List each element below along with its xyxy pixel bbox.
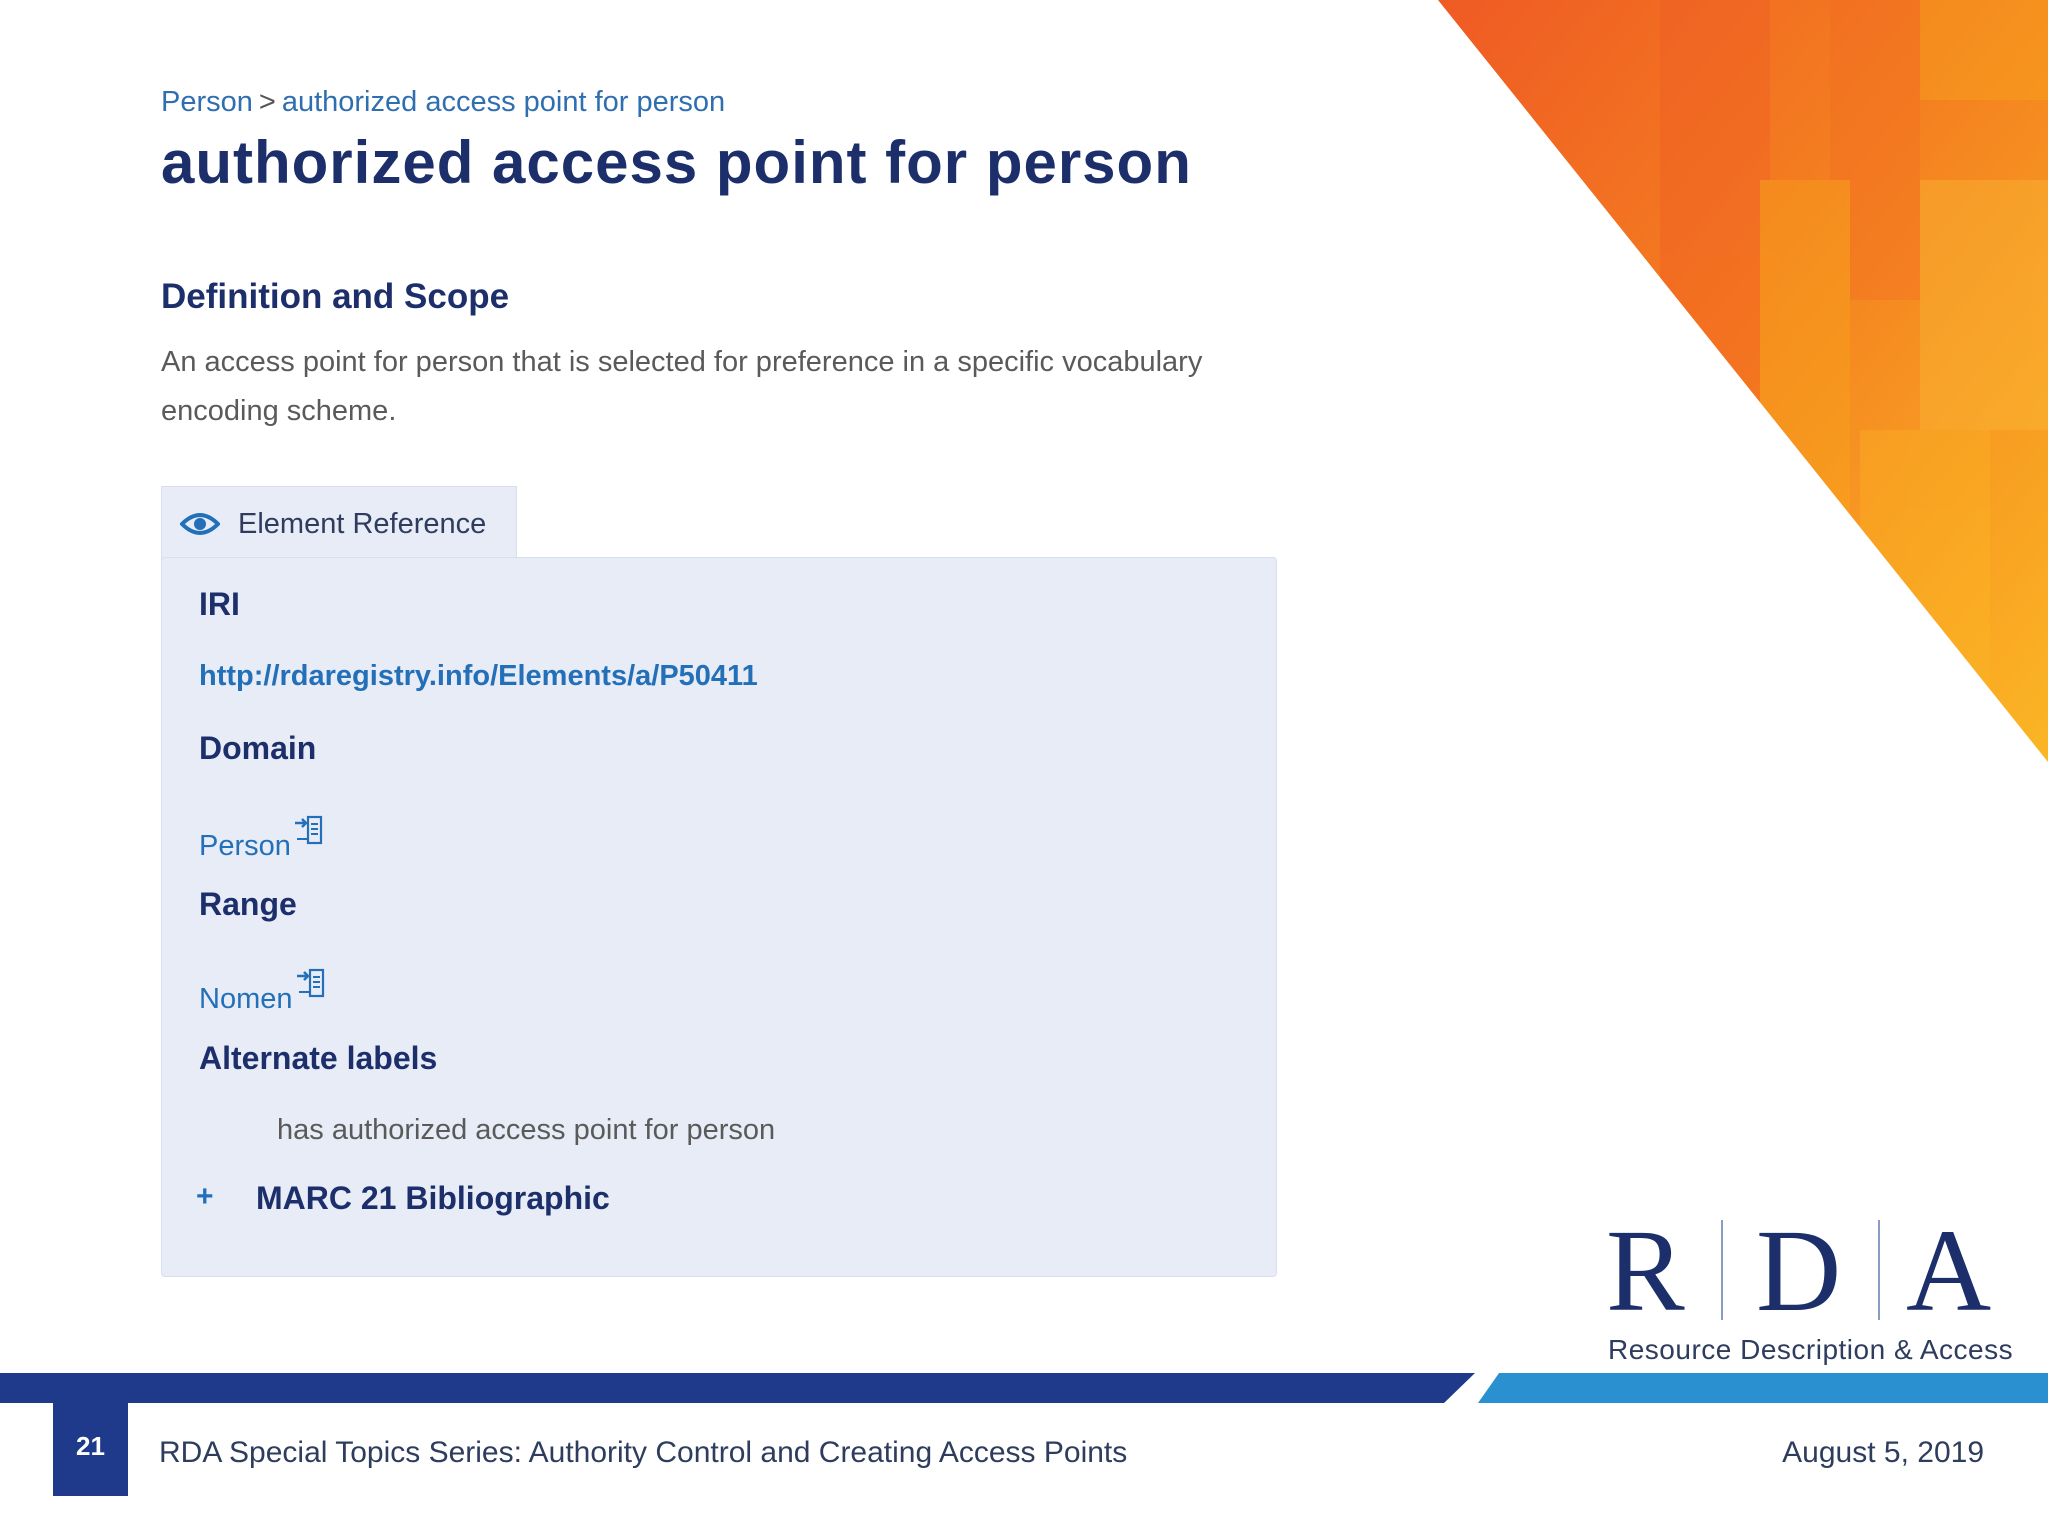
domain-label: Domain [199, 730, 317, 766]
element-reference-panel [161, 557, 1277, 1277]
definition-heading: Definition and Scope [161, 277, 510, 316]
rda-logo [1606, 1205, 2014, 1365]
marc21-bibliographic-toggle[interactable]: MARC 21 Bibliographic [256, 1180, 610, 1216]
footer-bar-light [1478, 1373, 2048, 1403]
domain-value-row [199, 815, 323, 863]
logo-letter-r: R [1606, 1205, 1685, 1336]
page-title: authorized access point for person [161, 129, 1192, 196]
page-number-box [53, 1403, 128, 1496]
range-link[interactable]: Nomen [199, 983, 293, 1015]
page-number: 21 [76, 1431, 105, 1461]
logo-letter-a: A [1906, 1205, 1992, 1336]
logo-divider [1878, 1220, 1880, 1320]
logo-letter-d: D [1756, 1205, 1842, 1336]
range-value-row [199, 968, 325, 1016]
logo-tagline: Resource Description & Access [1608, 1334, 2014, 1365]
tab-label: Element Reference [238, 508, 487, 540]
eye-icon [180, 509, 220, 539]
iri-link[interactable]: http://rdaregistry.info/Elements/a/P50411 [199, 660, 758, 692]
breadcrumb [161, 86, 725, 119]
iri-label: IRI [199, 586, 240, 622]
breadcrumb-link-person[interactable]: Person [161, 86, 253, 118]
goto-arrow-icon[interactable] [293, 815, 323, 845]
footer-bar-dark [0, 1373, 1475, 1403]
footer-date: August 5, 2019 [1782, 1436, 1984, 1469]
alternate-labels-label: Alternate labels [199, 1040, 438, 1076]
tab-element-reference[interactable] [161, 486, 517, 560]
footer-title: RDA Special Topics Series: Authority Control and Creating Access Points [159, 1436, 1128, 1469]
expand-plus-icon[interactable]: + [196, 1180, 214, 1213]
range-label: Range [199, 886, 297, 922]
alternate-label-value: has authorized access point for person [277, 1114, 776, 1146]
definition-text: An access point for person that is selected for preference in a specific vocabulary encoding scheme. [161, 346, 1203, 427]
goto-arrow-icon[interactable] [295, 968, 325, 998]
domain-link[interactable]: Person [199, 830, 291, 862]
breadcrumb-link-current[interactable]: authorized access point for person [281, 86, 726, 118]
breadcrumb-separator: > [258, 86, 276, 118]
logo-divider [1721, 1220, 1723, 1320]
